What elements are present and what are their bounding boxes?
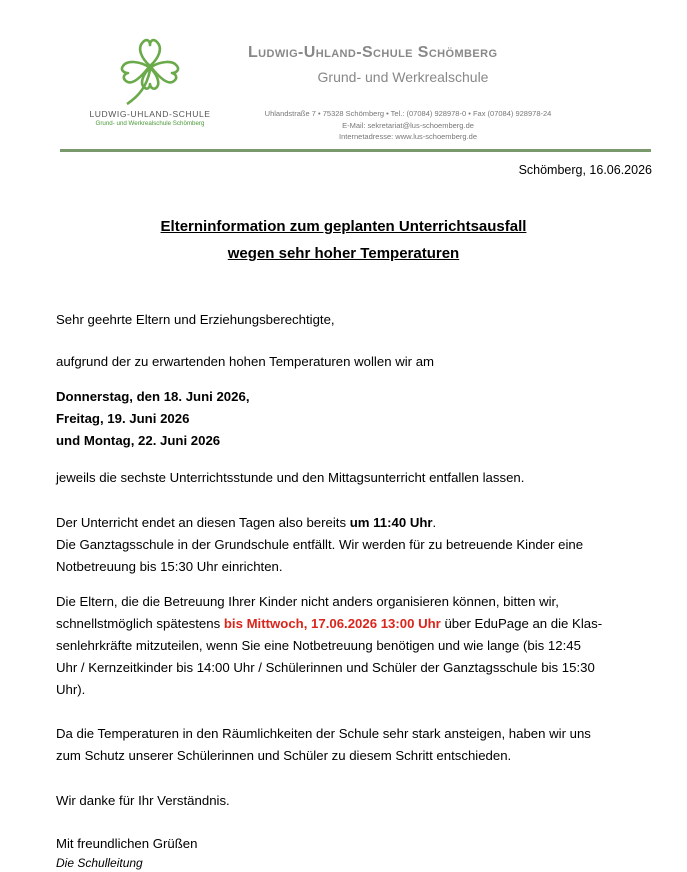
web-line: Internetadresse: www.lus-schoemberg.de: [339, 132, 477, 141]
day-3: und Montag, 22. Juni 2026: [56, 433, 221, 448]
parents-line-1: Die Eltern, die die Betreuung Ihrer Kinder nicht anders organisieren können, bitten wir,: [56, 594, 559, 609]
parents-line-2: [56, 613, 602, 636]
logo-subtitle: Grund- und Werkrealschule Schömberg: [95, 120, 205, 127]
parents-line-4: Uhr / Kernzeitkinder bis 14:00 Uhr / Schülerinnen und Schüler der Ganztagsschule bis 15:30: [56, 660, 595, 675]
thanks-line: Wir danke für Ihr Verständnis.: [56, 793, 230, 808]
header-divider: [60, 149, 651, 152]
school-logo: [84, 30, 216, 130]
address-line: Uhlandstraße 7 • 75328 Schömberg • Tel.: (07084) 928978-0 • Fax (07084) 928978-24: [264, 109, 552, 118]
end-time-text-pre: Der Unterricht endet an diesen Tagen also bereits: [56, 515, 350, 530]
ganztag-line-1: Die Ganztagsschule in der Grundschule entfällt. Wir werden für zu betreuende Kinder eine: [56, 537, 584, 552]
logo-name: LUDWIG-UHLAND-SCHULE: [89, 109, 211, 119]
deadline-highlight: bis Mittwoch, 17.06.2026 13:00 Uhr: [223, 616, 441, 631]
school-type: Grund- und Werkrealschule: [317, 69, 489, 85]
letter-title-line-2: wegen sehr hoher Temperaturen: [227, 245, 460, 262]
letter-title-line-1: Elterninformation zum geplanten Unterrichtsausfall: [160, 218, 527, 235]
ganztag-line-2: Notbetreuung bis 15:30 Uhr einrichten.: [56, 559, 283, 574]
reason-line-1: Da die Temperaturen in den Räumlichkeiten der Schule sehr stark ansteigen, haben wir uns: [56, 726, 591, 741]
salutation: Sehr geehrte Eltern und Erziehungsberechtigte,: [56, 312, 335, 327]
signature: Die Schulleitung: [56, 856, 143, 870]
parents-line-3: senlehrkräfte mitzuteilen, wenn Sie eine Notbetreuung benötigen und wie lange (bis 12:45: [56, 638, 581, 653]
day-1: Donnerstag, den 18. Juni 2026,: [56, 389, 250, 404]
day-2: Freitag, 19. Juni 2026: [56, 411, 190, 426]
end-time-text-post: .: [432, 515, 437, 530]
parents-line-5: Uhr).: [56, 682, 86, 697]
closing-line: Mit freundlichen Grüßen: [56, 836, 198, 851]
letter-date: Schömberg, 16.06.2026: [518, 163, 652, 177]
end-time-value: um 11:40 Uhr: [349, 515, 433, 530]
reason-line-2: zum Schutz unserer Schülerinnen und Schüler zu diesem Schritt entschieden.: [56, 748, 512, 763]
end-time-line: [56, 512, 436, 535]
parents-line-2-pre: schnellstmöglich spätestens: [56, 616, 224, 631]
intro-paragraph: aufgrund der zu erwartenden hohen Temperaturen wollen wir am: [56, 354, 435, 369]
email-line: E-Mail: sekretariat@lus-schoemberg.de: [342, 121, 474, 130]
school-name: Ludwig-Uhland-Schule Schömberg: [248, 44, 498, 61]
cancellation-paragraph: jeweils die sechste Unterrichtsstunde und den Mittagsunterricht entfallen lassen.: [56, 470, 525, 485]
clover-icon: [103, 30, 197, 108]
parents-line-2-post: über EduPage an die Klas-: [440, 616, 603, 631]
